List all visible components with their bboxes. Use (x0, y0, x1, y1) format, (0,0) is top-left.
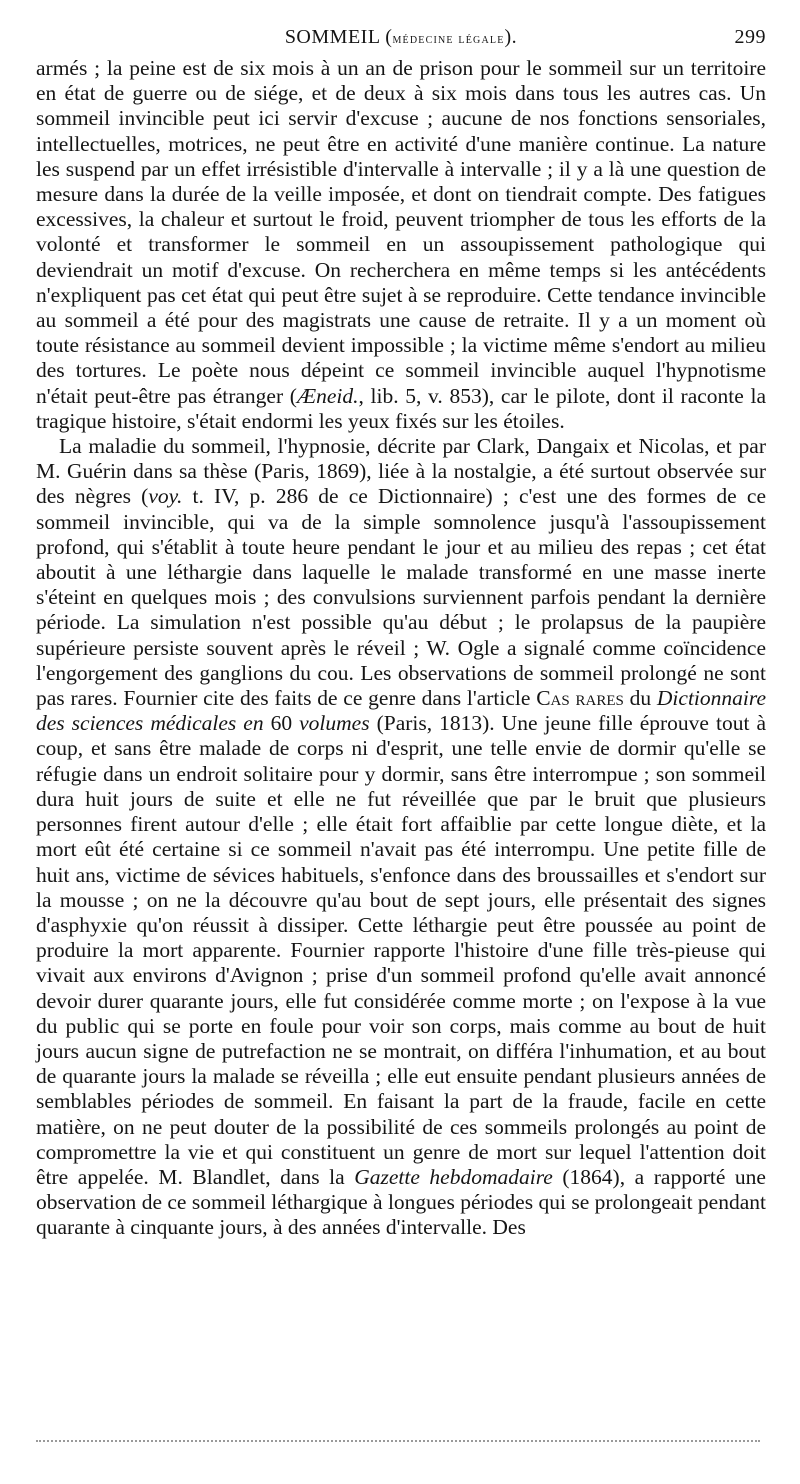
running-title-open: ( (379, 26, 393, 48)
paragraph-2 (36, 434, 766, 1241)
running-title-sub: médecine légale (392, 32, 505, 47)
paragraph-2-text-f: (1864), a rapporté une observation de ce sommeil léthargique à longues périodes qui se prolongeait pendant quarante à cinquante jours, à des années d'intervalle. Des (36, 1164, 766, 1240)
body-text (36, 56, 766, 1241)
volumes-word: volumes (299, 711, 370, 736)
paragraph-1 (36, 56, 766, 434)
page-number: 299 (734, 26, 766, 48)
aeneid-citation: Æneid. (296, 383, 359, 408)
cas-rares-article: Cas rares (536, 686, 624, 711)
paragraph-2-text-c: du (623, 686, 657, 711)
gazette-title: Gazette hebdomadaire (354, 1164, 553, 1189)
paragraph-2-text-a: La maladie du sommeil, l'hypnosie, décrite par Clark, Dangaix et Nicolas, et par M. Guérin dans sa thèse (Paris, 1869), liée à la nostalgie, a été surtout observée sur des nègres ( (36, 434, 766, 509)
paragraph-2-text-b: t. IV, p. 286 de ce Dictionnaire) ; c'est une des formes de ce sommeil invincible, qui va de la simple somnolence jusqu'à l'assoupissement profond, qui s'établit à toute heure pendant le jour et au milieu des repas ; cet état aboutit à une léthargie dans laquelle le malade transformé en une masse inerte s'éteint en quelques mois ; des convulsions surviennent parfois pendant la dernière période. La simulation n'est possible qu'au début ; le prolapsus de la paupière supérieure persiste souvent après le réveil ; W. Ogle a signalé comme coïncidence l'engorgement des ganglions du cou. Les observations de sommeil prolongé ne sont pas rares. Fournier cite des faits de ce genre dans l'article (36, 484, 766, 711)
paragraph-1-text: armés ; la peine est de six mois à un an de prison pour le sommeil sur un territoire en état de guerre ou de siége, et de deux à six mois dans tous les autres cas. Un sommeil invincible peut ici servir d'excuse ; aucune de nos fonctions sensoriales, intellectuelles, motrices, ne peut être en activité d'une manière continue. La nature les suspend par un effet irrésistible d'intervalle à intervalle ; il y a là une question de mesure dans la durée de la veille imposée, et dont on tiendrait compte. Des fatigues excessives, la chaleur et surtout le froid, peuvent triompher de tous les efforts de la volonté et transformer le sommeil en un assoupissement pathologique qui deviendrait un motif d'excuse. On recherchera en même temps si les antécédents n'expliquent pas cet état qui peut être sujet à se reproduire. Cette tendance invincible au sommeil a été pour des magistrats une cause de retraite. Il y a un moment où toute résistance au sommeil devient impossible ; la victime même s'endort au milieu des tortures. Le poète nous dépeint ce sommeil invincible auquel l'hypnotisme n'était peut-être pas étranger ( (36, 56, 766, 408)
dictionnaire-title: Dictionnaire des sciences médicales en (36, 686, 766, 736)
paragraph-2-text-e: (Paris, 1813). Une jeune fille éprouve tout à coup, et sans être malade de corps ni d'esprit, une telle envie de dormir qu'elle se réfugie dans un endroit solitaire pour y dormir, sans être interrompue ; son sommeil dura huit jours de suite et elle ne fut réveillée que par le bruit que plusieurs personnes firent autour d'elle ; elle était fort affaiblie par cette longue diète, et la mort eût été certaine si ce sommeil n'avait pas été interrompu. Une petite fille de huit ans, victime de sévices habituels, s'enfonce dans des broussailles et s'endort sur la mousse ; on ne la découvre qu'au bout de sept jours, elle présentait des signes d'asphyxie qu'on réussit à dissiper. Cette léthargie peut être poussée au point de produire la mort apparente. Fournier rapporte l'histoire d'une fille très-pieuse qui vivait aux environs d'Avignon ; prise d'un sommeil profond qu'elle avait annoncé devoir durer quarante jours, elle fut considérée comme morte ; on l'expose à la vue du public qui se porte en foule pour voir son corps, mais comme au bout de huit jours aucun signe de putrefaction ne se montrait, on différa l'inhumation, et au bout de quarante jours la malade se réveilla ; elle eut ensuite pendant plusieurs années de semblables périodes de sommeil. En faisant la part de la fraude, facile en cette matière, on ne peut douter de la possibilité de ces sommeils prolongés au point de compromettre la vie et qui constituent un genre de mort sur lequel l'attention doit être appelée. M. Blandlet, dans la (36, 711, 766, 1189)
running-title-close: ). (504, 26, 518, 48)
running-title (36, 26, 766, 49)
voy-reference: voy. (148, 484, 183, 509)
running-header (36, 26, 766, 56)
footer-divider (36, 1440, 760, 1442)
paragraph-2-text-d: 60 (263, 711, 300, 736)
running-title-main: SOMMEIL (284, 26, 380, 48)
paragraph-1-end: , lib. 5, v. 853), car le pilote, dont il raconte la tragique histoire, s'était endormi les yeux fixés sur les étoiles. (36, 383, 766, 433)
page (36, 26, 766, 1241)
